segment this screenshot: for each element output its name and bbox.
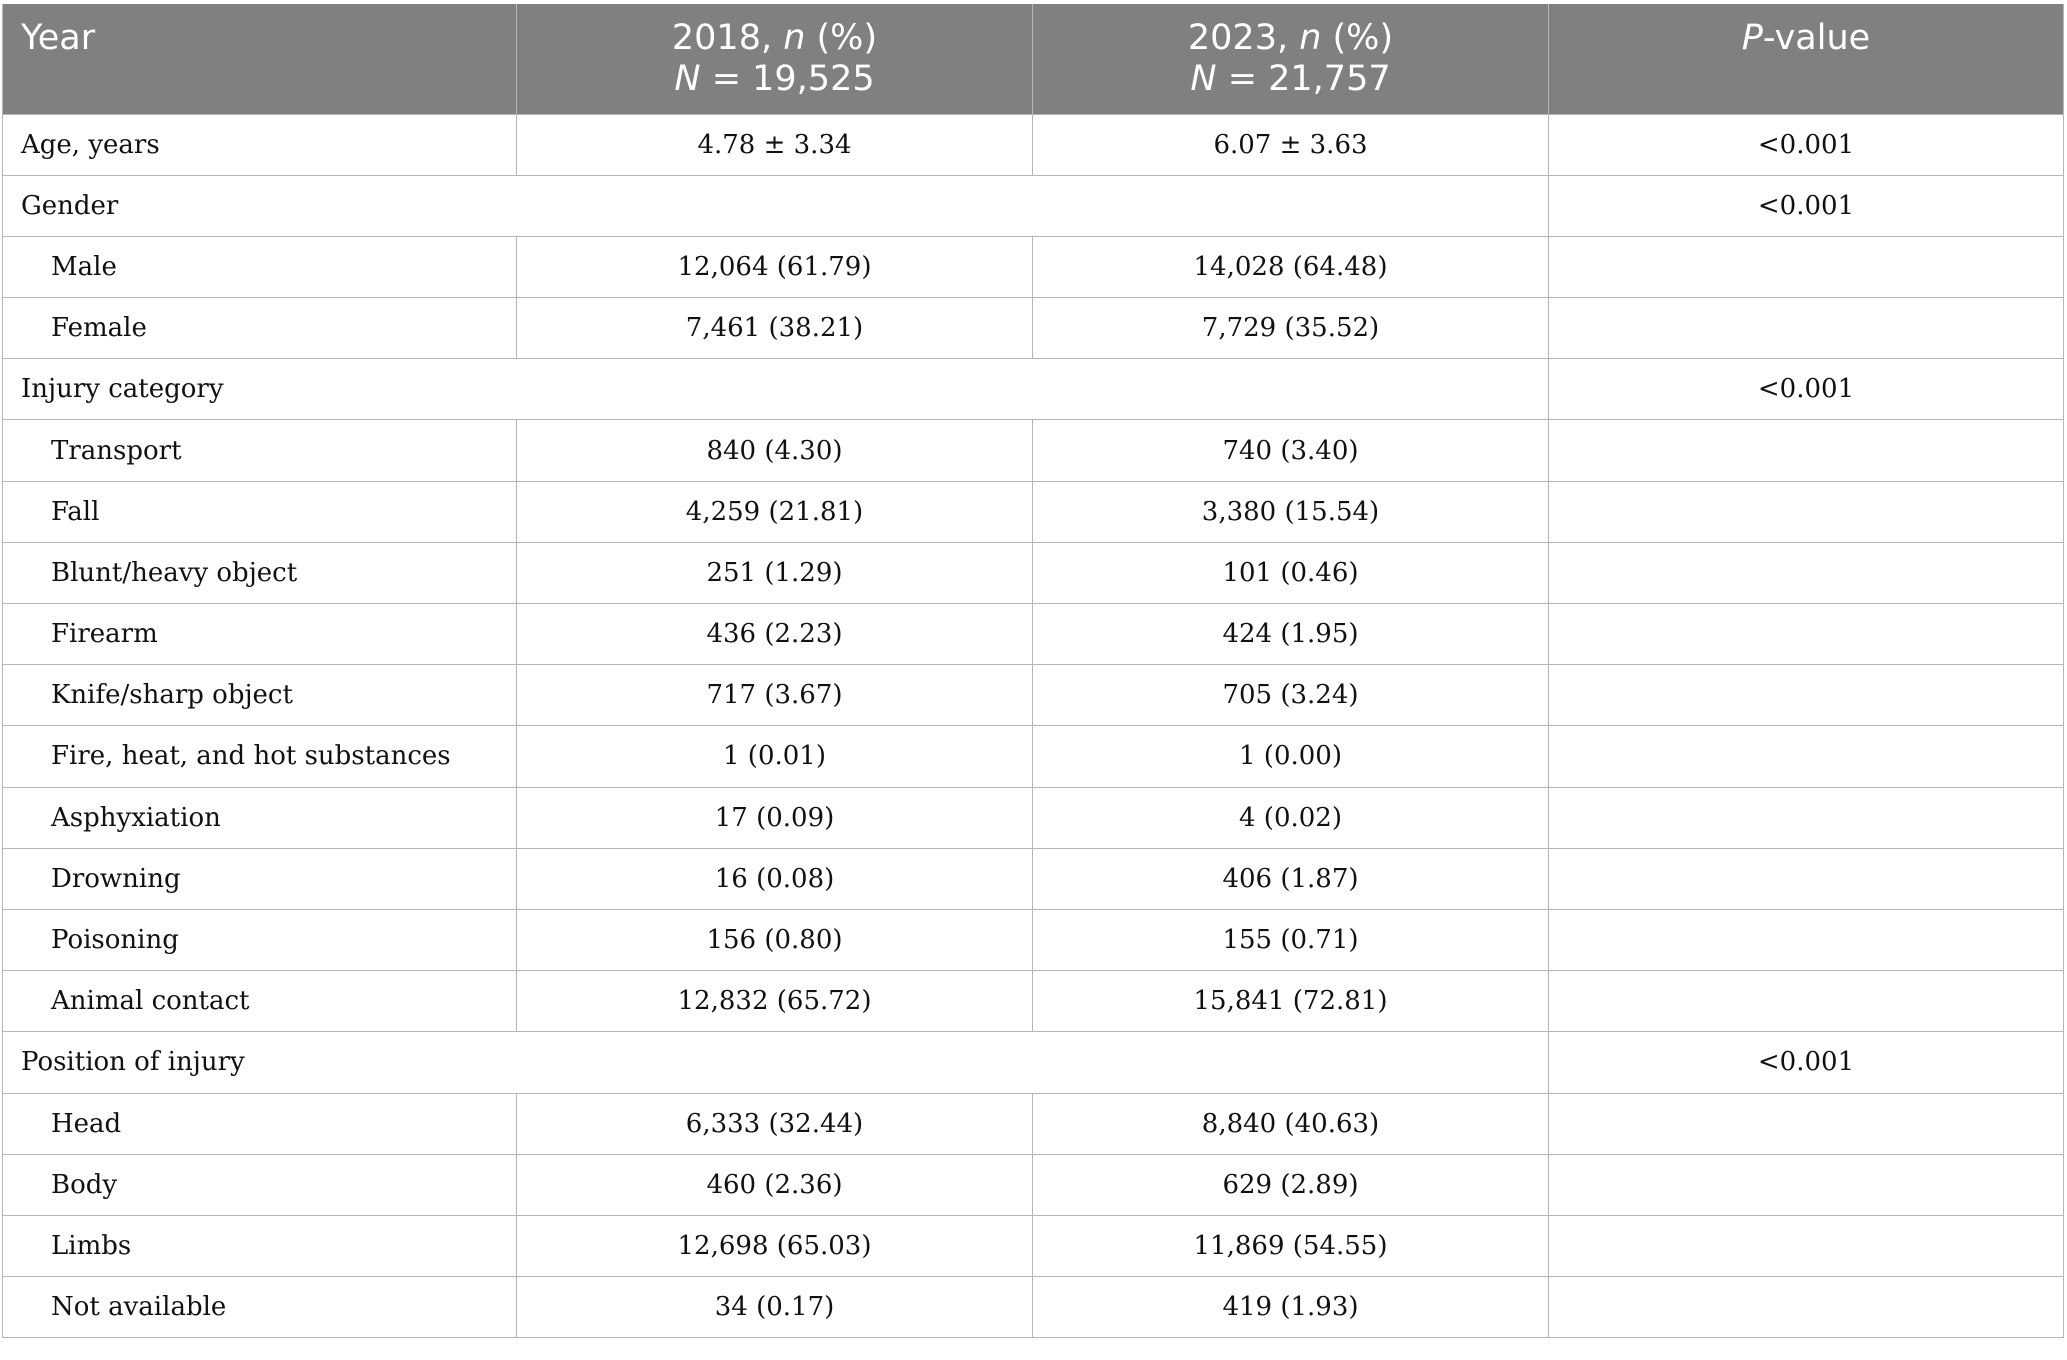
table-row [3,420,2064,481]
value-2023-cell: 740 (3.40) [1033,420,1549,481]
value-2018-cell: 12,064 (61.79) [517,236,1033,297]
header-2023-line1: 2023, n (%) [1187,18,1394,58]
injury-comparison-table [2,4,2064,1338]
header-2018-line1: 2018, n (%) [671,18,878,58]
p-value-cell [1549,665,2064,726]
value-2023-cell: 705 (3.24) [1033,665,1549,726]
row-label: Fall [3,481,517,542]
section-row [3,1032,2064,1093]
row-label: Head [3,1093,517,1154]
value-2023-cell: 8,840 (40.63) [1033,1093,1549,1154]
value-2018-cell: 1 (0.01) [517,726,1033,787]
value-2023-cell: 101 (0.46) [1033,542,1549,603]
header-2018-line2: N = 19,525 [674,59,875,99]
table-row [3,1277,2064,1338]
p-value-cell [1549,236,2064,297]
value-2018-cell: 34 (0.17) [517,1277,1033,1338]
p-value-cell [1549,1093,2064,1154]
value-2018-cell: 16 (0.08) [517,848,1033,909]
value-2023-cell: 155 (0.71) [1033,909,1549,970]
value-2018-cell: 7,461 (38.21) [517,298,1033,359]
table-row [3,726,2064,787]
table-row [3,909,2064,970]
p-value-cell [1549,787,2064,848]
value-2023-cell: 11,869 (54.55) [1033,1215,1549,1276]
p-value-cell [1549,1215,2064,1276]
header-row [3,4,2064,114]
header-year: Year [3,4,517,114]
value-2023-cell: 3,380 (15.54) [1033,481,1549,542]
value-2018-cell: 717 (3.67) [517,665,1033,726]
table-row [3,971,2064,1032]
row-label: Female [3,298,517,359]
table-row [3,604,2064,665]
table-row [3,481,2064,542]
section-label: Position of injury [3,1032,1549,1093]
header-2018 [517,4,1033,114]
table-row [3,1093,2064,1154]
value-2023-cell: 406 (1.87) [1033,848,1549,909]
row-label: Animal contact [3,971,517,1032]
table-header [3,4,2064,114]
value-2018-cell: 460 (2.36) [517,1154,1033,1215]
table-row [3,665,2064,726]
p-value-cell: <0.001 [1549,359,2064,420]
stat-symbol: n [783,18,806,58]
stat-symbol: N [1190,59,1217,99]
value-2018-cell: 251 (1.29) [517,542,1033,603]
row-label: Age, years [3,114,517,175]
value-2023-cell: 7,729 (35.52) [1033,298,1549,359]
p-value-cell [1549,542,2064,603]
table-row [3,1215,2064,1276]
value-2018-cell: 436 (2.23) [517,604,1033,665]
section-label: Injury category [3,359,1549,420]
stat-symbol: n [1299,18,1322,58]
p-value-cell [1549,298,2064,359]
stat-symbol: N [674,59,701,99]
table-row [3,848,2064,909]
value-2023-cell: 6.07 ± 3.63 [1033,114,1549,175]
table-row [3,114,2064,175]
header-p-value: P-value [1549,4,2064,114]
value-2018-cell: 17 (0.09) [517,787,1033,848]
section-row [3,175,2064,236]
p-value-cell [1549,1277,2064,1338]
table-body [3,114,2064,1338]
p-value-cell: <0.001 [1549,114,2064,175]
row-label: Knife/sharp object [3,665,517,726]
p-value-cell [1549,909,2064,970]
row-label: Fire, heat, and hot substances [3,726,517,787]
p-value-cell: <0.001 [1549,1032,2064,1093]
header-2023 [1033,4,1549,114]
value-2023-cell: 4 (0.02) [1033,787,1549,848]
value-2018-cell: 840 (4.30) [517,420,1033,481]
value-2018-cell: 4,259 (21.81) [517,481,1033,542]
row-label: Transport [3,420,517,481]
table-row [3,787,2064,848]
p-value-cell [1549,971,2064,1032]
section-row [3,359,2064,420]
header-2023-line2: N = 21,757 [1190,59,1391,99]
stat-symbol: P [1741,18,1763,58]
value-2023-cell: 424 (1.95) [1033,604,1549,665]
p-value-cell [1549,726,2064,787]
table-row [3,236,2064,297]
table-row [3,542,2064,603]
p-value-cell [1549,481,2064,542]
value-2023-cell: 15,841 (72.81) [1033,971,1549,1032]
p-value-cell [1549,1154,2064,1215]
p-value-cell [1549,604,2064,665]
row-label: Firearm [3,604,517,665]
p-value-cell: <0.001 [1549,175,2064,236]
row-label: Blunt/heavy object [3,542,517,603]
row-label: Not available [3,1277,517,1338]
value-2023-cell: 14,028 (64.48) [1033,236,1549,297]
row-label: Limbs [3,1215,517,1276]
value-2018-cell: 4.78 ± 3.34 [517,114,1033,175]
value-2018-cell: 12,698 (65.03) [517,1215,1033,1276]
row-label: Body [3,1154,517,1215]
value-2023-cell: 629 (2.89) [1033,1154,1549,1215]
p-value-cell [1549,420,2064,481]
row-label: Drowning [3,848,517,909]
value-2023-cell: 1 (0.00) [1033,726,1549,787]
value-2023-cell: 419 (1.93) [1033,1277,1549,1338]
table-row [3,298,2064,359]
value-2018-cell: 12,832 (65.72) [517,971,1033,1032]
value-2018-cell: 156 (0.80) [517,909,1033,970]
row-label: Asphyxiation [3,787,517,848]
value-2018-cell: 6,333 (32.44) [517,1093,1033,1154]
section-label: Gender [3,175,1549,236]
table-row [3,1154,2064,1215]
p-value-cell [1549,848,2064,909]
row-label: Male [3,236,517,297]
row-label: Poisoning [3,909,517,970]
